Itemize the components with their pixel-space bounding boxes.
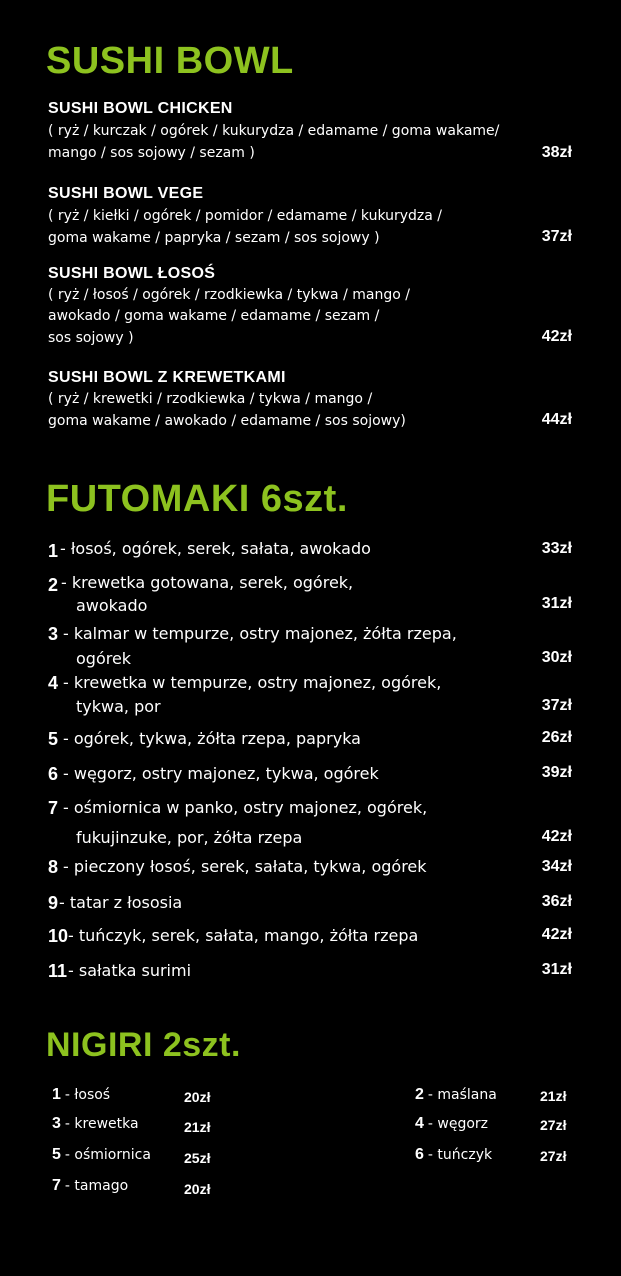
item-price: 42zł <box>541 828 572 845</box>
item-number: 7 <box>52 1177 61 1194</box>
item-price: 20zł <box>184 1089 211 1105</box>
item-price: 30zł <box>541 649 572 666</box>
item-price: 26zł <box>541 729 572 746</box>
item-desc-line: mango / sos sojowy / sezam ) <box>48 145 255 161</box>
item-number: 6 <box>48 764 59 784</box>
item-desc-line: goma wakame / awokado / edamame / sos sojowy) <box>48 413 406 429</box>
item-desc-line: sos sojowy ) <box>48 330 134 346</box>
item-price: 36zł <box>541 893 572 910</box>
sushi-bowl-title: SUSHI BOWL <box>46 40 294 82</box>
item-price: 20zł <box>184 1181 211 1197</box>
item-number: 5 <box>48 729 59 749</box>
item-desc-line: - ogórek, tykwa, żółta rzepa, papryka <box>63 729 361 748</box>
nigiri-title: NIGIRI 2szt. <box>46 1026 241 1064</box>
item-price: 33zł <box>541 540 572 557</box>
item-number: 2 <box>415 1086 424 1103</box>
item-name: SUSHI BOWL Z KREWETKAMI <box>48 369 286 386</box>
item-number: 10 <box>48 926 69 946</box>
item-price: 37zł <box>541 228 572 245</box>
item-price: 42zł <box>541 328 572 345</box>
item-desc-line: - sałatka surimi <box>68 961 192 980</box>
item-desc-line: awokado / goma wakame / edamame / sezam / <box>48 308 380 324</box>
futomaki-title: FUTOMAKI 6szt. <box>46 478 348 520</box>
item-name: SUSHI BOWL CHICKEN <box>48 100 233 117</box>
item-number: 4 <box>48 673 59 693</box>
item-price: 37zł <box>541 697 572 714</box>
item-name: - maślana <box>427 1087 497 1103</box>
item-desc-line: - tatar z łososia <box>59 893 183 912</box>
item-price: 42zł <box>541 926 572 943</box>
item-price: 38zł <box>541 144 572 161</box>
item-number: 6 <box>415 1146 424 1163</box>
item-price: 21zł <box>184 1119 211 1135</box>
item-price: 44zł <box>541 411 572 428</box>
item-name: - łosoś <box>64 1087 111 1103</box>
item-desc-line: goma wakame / papryka / sezam / sos sojowy ) <box>48 230 380 246</box>
item-price: 39zł <box>541 764 572 781</box>
item-number: 8 <box>48 857 59 877</box>
item-desc-line: fukujinzuke, por, żółta rzepa <box>76 828 303 847</box>
item-number: 3 <box>52 1115 61 1132</box>
item-desc-line: - krewetka w tempurze, ostry majonez, ogórek, <box>63 673 442 692</box>
item-desc-line: - tuńczyk, serek, sałata, mango, żółta rzepa <box>68 926 419 945</box>
item-name: SUSHI BOWL VEGE <box>48 185 204 202</box>
item-price: 31zł <box>541 961 572 978</box>
item-desc-line: awokado <box>76 596 148 615</box>
item-name: - krewetka <box>64 1116 139 1132</box>
item-desc-line: ( ryż / kiełki / ogórek / pomidor / edamame / kukurydza / <box>48 208 443 224</box>
item-price: 31zł <box>541 595 572 612</box>
item-name: - ośmiornica <box>64 1147 151 1163</box>
item-number: 5 <box>52 1146 61 1163</box>
item-desc-line: - kalmar w tempurze, ostry majonez, żółta rzepa, <box>63 624 457 643</box>
item-desc-line: - węgorz, ostry majonez, tykwa, ogórek <box>63 764 379 783</box>
item-desc-line: ( ryż / krewetki / rzodkiewka / tykwa / mango / <box>48 391 373 407</box>
item-number: 1 <box>48 541 59 561</box>
item-price: 27zł <box>540 1117 567 1133</box>
item-price: 25zł <box>184 1150 211 1166</box>
item-number: 9 <box>48 893 59 913</box>
item-price: 21zł <box>540 1088 567 1104</box>
item-desc-line: - ośmiornica w panko, ostry majonez, ogórek, <box>63 798 428 817</box>
item-name: - tuńczyk <box>427 1147 493 1163</box>
item-desc-line: tykwa, por <box>76 697 161 716</box>
item-name: - węgorz <box>427 1116 489 1132</box>
item-name: - tamago <box>64 1178 129 1194</box>
item-number: 7 <box>48 798 59 818</box>
item-desc-line: - łosoś, ogórek, serek, sałata, awokado <box>60 539 371 558</box>
item-desc-line: ( ryż / łosoś / ogórek / rzodkiewka / tykwa / mango / <box>48 287 410 303</box>
item-number: 2 <box>48 575 59 595</box>
item-number: 4 <box>415 1115 424 1132</box>
item-desc-line: ogórek <box>76 649 132 668</box>
item-number: 11 <box>48 961 68 981</box>
item-desc-line: - pieczony łosoś, serek, sałata, tykwa, ogórek <box>63 857 427 876</box>
item-desc-line: - krewetka gotowana, serek, ogórek, <box>61 573 354 592</box>
item-desc-line: ( ryż / kurczak / ogórek / kukurydza / edamame / goma wakame/ <box>48 123 500 139</box>
item-number: 1 <box>52 1086 61 1103</box>
item-name: SUSHI BOWL ŁOSOŚ <box>48 265 216 282</box>
item-price: 34zł <box>541 858 572 875</box>
item-number: 3 <box>48 624 59 644</box>
item-price: 27zł <box>540 1148 567 1164</box>
